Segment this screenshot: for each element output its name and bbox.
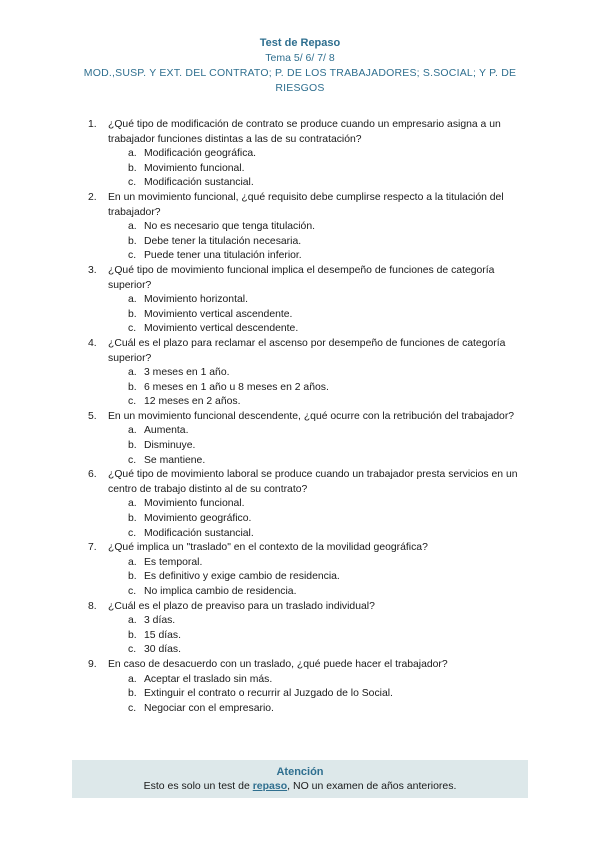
option-b (128, 439, 528, 454)
option-list (108, 614, 528, 658)
question-number: 8. (88, 600, 97, 612)
option-text: No es necesario que tenga titulación. (144, 221, 315, 233)
option-b (128, 235, 528, 250)
option-c (128, 249, 528, 264)
option-letter: c. (128, 702, 137, 714)
document-subtitle: Tema 5/ 6/ 7/ 8 (265, 52, 335, 64)
question-text: En un movimiento funcional descendente, ¿qué ocurre con la retribución del trabajador? (108, 410, 515, 422)
option-text: No implica cambio de residencia. (144, 586, 297, 597)
option-text: Aumenta. (144, 425, 189, 437)
question-8 (88, 600, 528, 658)
question-7 (88, 541, 528, 599)
option-letter: c. (128, 323, 137, 335)
option-text: Movimiento funcional. (144, 162, 245, 174)
question-text: ¿Qué tipo de movimiento laboral se produce cuando un trabajador presta servicios en un centro de trabajo distinto al de su contrato? (108, 469, 518, 495)
option-list (108, 673, 528, 717)
document-title: Test de Repaso (259, 37, 341, 49)
note-text (72, 779, 528, 793)
note-title: Atención (276, 766, 324, 778)
question-number: 7. (88, 542, 97, 554)
option-a (128, 614, 528, 629)
question-text: ¿Qué tipo de movimiento funcional implica el desempeño de funciones de categoría superior? (108, 264, 495, 291)
option-list (108, 293, 528, 337)
option-b (128, 308, 528, 323)
option-text: Aceptar el traslado sin más. (144, 673, 273, 685)
option-text: 30 días. (144, 644, 181, 656)
option-b (128, 381, 528, 396)
option-text: Movimiento vertical ascendente. (144, 308, 293, 320)
option-b (128, 629, 528, 644)
option-letter: a. (128, 673, 137, 685)
option-a (128, 497, 528, 512)
option-text: 15 días. (144, 629, 181, 641)
option-list (108, 497, 528, 541)
option-text: Es temporal. (144, 556, 203, 568)
question-3 (88, 264, 528, 337)
option-letter: a. (128, 498, 137, 510)
question-4 (88, 337, 528, 410)
option-c (128, 527, 528, 542)
option-a (128, 147, 528, 162)
document-header (0, 36, 600, 96)
option-c (128, 643, 528, 658)
option-b (128, 162, 528, 177)
option-letter: a. (128, 221, 137, 233)
option-letter: b. (128, 688, 137, 700)
question-6 (88, 468, 528, 541)
option-list (108, 556, 528, 600)
option-c (128, 322, 528, 337)
option-c (128, 454, 528, 469)
question-number: 2. (88, 191, 97, 203)
option-text: Movimiento horizontal. (144, 294, 248, 306)
question-text: ¿Cuál es el plazo para reclamar el ascenso por desempeño de funciones de categoría superior? (108, 337, 506, 364)
option-c (128, 702, 528, 717)
option-letter: a. (128, 367, 137, 379)
option-text: Movimiento funcional. (144, 498, 245, 510)
option-text: Debe tener la titulación necesaria. (144, 235, 302, 247)
option-text: Modificación sustancial. (144, 177, 254, 189)
question-2 (88, 191, 528, 264)
option-text: Movimiento geográfico. (144, 513, 252, 525)
option-letter: b. (128, 440, 137, 452)
option-letter: c. (128, 586, 137, 597)
question-number: 5. (88, 410, 97, 422)
option-a (128, 556, 528, 571)
option-letter: a. (128, 615, 137, 627)
question-1 (88, 118, 528, 191)
option-b (128, 570, 528, 585)
option-letter: b. (128, 513, 137, 525)
option-text: Negociar con el empresario. (144, 702, 274, 714)
option-a (128, 673, 528, 688)
option-list (108, 147, 528, 191)
question-list (88, 118, 528, 716)
option-list (108, 424, 528, 468)
option-text: Es definitivo y exige cambio de residencia. (144, 571, 340, 583)
option-text: Movimiento vertical descendente. (144, 323, 299, 335)
option-letter: c. (128, 177, 137, 189)
option-letter: c. (128, 454, 137, 466)
option-letter: c. (128, 250, 137, 262)
option-list (108, 220, 528, 264)
option-text: Modificación geográfica. (144, 148, 257, 160)
note-text-before: Esto es solo un test de (143, 780, 253, 792)
question-number: 4. (88, 337, 97, 349)
question-text: ¿Cuál es el plazo de preaviso para un traslado individual? (108, 600, 375, 612)
option-letter: b. (128, 162, 137, 174)
option-letter: b. (128, 235, 137, 247)
option-letter: a. (128, 148, 137, 160)
option-c (128, 395, 528, 410)
option-text: 6 meses en 1 año u 8 meses en 2 años. (144, 381, 329, 393)
option-text: 3 días. (144, 615, 176, 627)
option-a (128, 366, 528, 381)
option-list (108, 366, 528, 410)
question-number: 9. (88, 658, 97, 670)
option-text: Puede tener una titulación inferior. (144, 250, 302, 262)
option-letter: b. (128, 629, 137, 641)
question-text: En un movimiento funcional, ¿qué requisito debe cumplirse respecto a la titulación del trabajador? (108, 191, 504, 218)
option-letter: a. (128, 556, 137, 568)
option-c (128, 176, 528, 191)
option-letter: b. (128, 308, 137, 320)
option-text: Extinguir el contrato o recurrir al Juzgado de lo Social. (144, 688, 393, 700)
question-text: ¿Qué implica un "traslado" en el contexto de la movilidad geográfica? (108, 542, 428, 554)
option-letter: c. (128, 396, 137, 408)
option-text: Disminuye. (144, 440, 196, 452)
question-number: 3. (88, 264, 97, 276)
note-emphasis: repaso (252, 780, 288, 792)
question-text: En caso de desacuerdo con un traslado, ¿qué puede hacer el trabajador? (108, 658, 448, 670)
option-letter: a. (128, 425, 137, 437)
option-a (128, 220, 528, 235)
option-letter: b. (128, 571, 137, 583)
option-letter: a. (128, 294, 137, 306)
option-a (128, 293, 528, 308)
option-letter: b. (128, 381, 137, 393)
option-text: Se mantiene. (144, 454, 206, 466)
question-5 (88, 410, 528, 468)
option-text: 12 meses en 2 años. (144, 396, 241, 408)
note-text-after: , NO un examen de años anteriores. (287, 780, 457, 792)
question-text: ¿Qué tipo de modificación de contrato se produce cuando un empresario asigna a un trabajador funciones distintas a las de su contratación? (108, 119, 501, 145)
option-b (128, 687, 528, 702)
question-number: 6. (88, 469, 97, 481)
question-9 (88, 658, 528, 716)
option-letter: c. (128, 527, 137, 539)
option-text: 3 meses en 1 año. (144, 367, 230, 379)
option-c (128, 585, 528, 600)
option-text: Modificación sustancial. (144, 527, 254, 539)
attention-note (72, 760, 528, 798)
option-a (128, 424, 528, 439)
question-number: 1. (88, 119, 97, 130)
document-topics: MOD.,SUSP. Y EXT. DEL CONTRATO; P. DE LOS TRABAJADORES; S.SOCIAL; Y P. DE RIESGOS (83, 67, 517, 94)
option-b (128, 512, 528, 527)
option-letter: c. (128, 644, 137, 656)
